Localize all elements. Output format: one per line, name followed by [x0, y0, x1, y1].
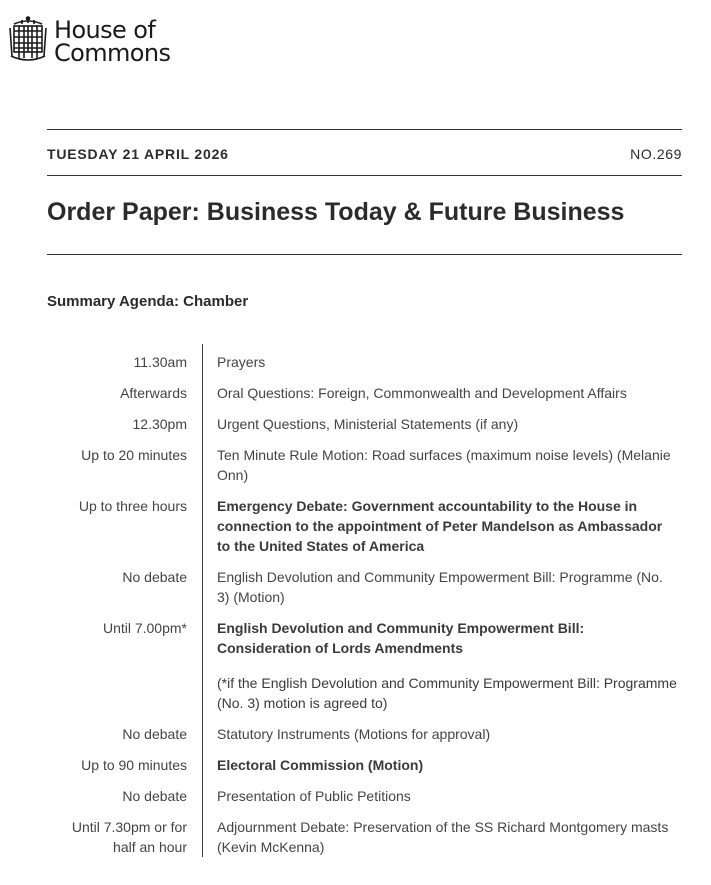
- agenda-time: No debate: [122, 569, 187, 585]
- agenda-time: [0, 673, 187, 713]
- agenda-note: (*if the English Devolution and Community Empowerment Bill: Programme (No. 3) motion is agreed to): [217, 675, 677, 711]
- agenda-item: Prayers: [217, 354, 266, 370]
- agenda-row: [0, 724, 711, 744]
- agenda-row: [0, 383, 711, 403]
- agenda-row: [0, 755, 711, 775]
- agenda-row: [0, 673, 711, 713]
- agenda-item: Urgent Questions, Ministerial Statements (if any): [217, 416, 519, 432]
- agenda-item: Presentation of Public Petitions: [217, 788, 411, 804]
- agenda-divider: [202, 344, 203, 857]
- agenda-row: [0, 567, 711, 607]
- agenda-row: [0, 817, 711, 857]
- agenda-time: Afterwards: [120, 385, 187, 401]
- agenda-item: Adjournment Debate: Preservation of the SS Richard Montgomery masts (Kevin McKenna): [217, 819, 669, 855]
- sitting-date: TUESDAY 21 APRIL 2026: [47, 146, 229, 162]
- agenda-item: Statutory Instruments (Motions for approval): [217, 726, 491, 742]
- agenda-row: [0, 786, 711, 806]
- agenda-time: 12.30pm: [132, 416, 187, 432]
- agenda-item: Ten Minute Rule Motion: Road surfaces (maximum noise levels) (Melanie Onn): [217, 447, 671, 483]
- agenda-time: No debate: [122, 788, 187, 804]
- portcullis-icon: [8, 16, 48, 66]
- agenda-row: [0, 618, 711, 658]
- order-paper-number: NO.269: [630, 146, 682, 162]
- agenda-time: Up to 20 minutes: [81, 447, 187, 463]
- top-rule: [47, 129, 682, 130]
- agenda-time: Until 7.30pm or for half an hour: [71, 819, 187, 855]
- title-rule: [47, 254, 682, 255]
- logo-line-1: House of: [54, 16, 156, 44]
- section-heading: Summary Agenda: Chamber: [47, 293, 249, 310]
- agenda-time: Up to 90 minutes: [81, 757, 187, 773]
- agenda-time: Until 7.00pm*: [102, 620, 187, 636]
- logo-wordmark: [54, 16, 171, 67]
- page-title: Order Paper: Business Today & Future Business: [47, 198, 625, 226]
- agenda-item: English Devolution and Community Empowerment Bill: Programme (No. 3) (Motion): [217, 569, 663, 605]
- agenda-item: Electoral Commission (Motion): [217, 757, 424, 773]
- agenda-item: Emergency Debate: Government accountability to the House in connection to the appointment of Peter Mandelson as Ambassador to the United States of America: [217, 498, 663, 554]
- house-of-commons-logo[interactable]: [8, 16, 170, 66]
- agenda-item: Oral Questions: Foreign, Commonwealth and Development Affairs: [217, 385, 627, 401]
- agenda-item: English Devolution and Community Empowerment Bill: Consideration of Lords Amendments: [217, 620, 585, 656]
- agenda-row: [0, 414, 711, 434]
- agenda-time: No debate: [122, 726, 187, 742]
- agenda-row: [0, 445, 711, 485]
- logo-line-2: Commons: [54, 39, 171, 67]
- agenda-list: [0, 344, 711, 857]
- agenda-row: [0, 352, 711, 372]
- agenda-time: Up to three hours: [78, 498, 187, 514]
- date-rule: [47, 175, 682, 176]
- agenda-time: 11.30am: [133, 354, 187, 370]
- agenda-row: [0, 496, 711, 556]
